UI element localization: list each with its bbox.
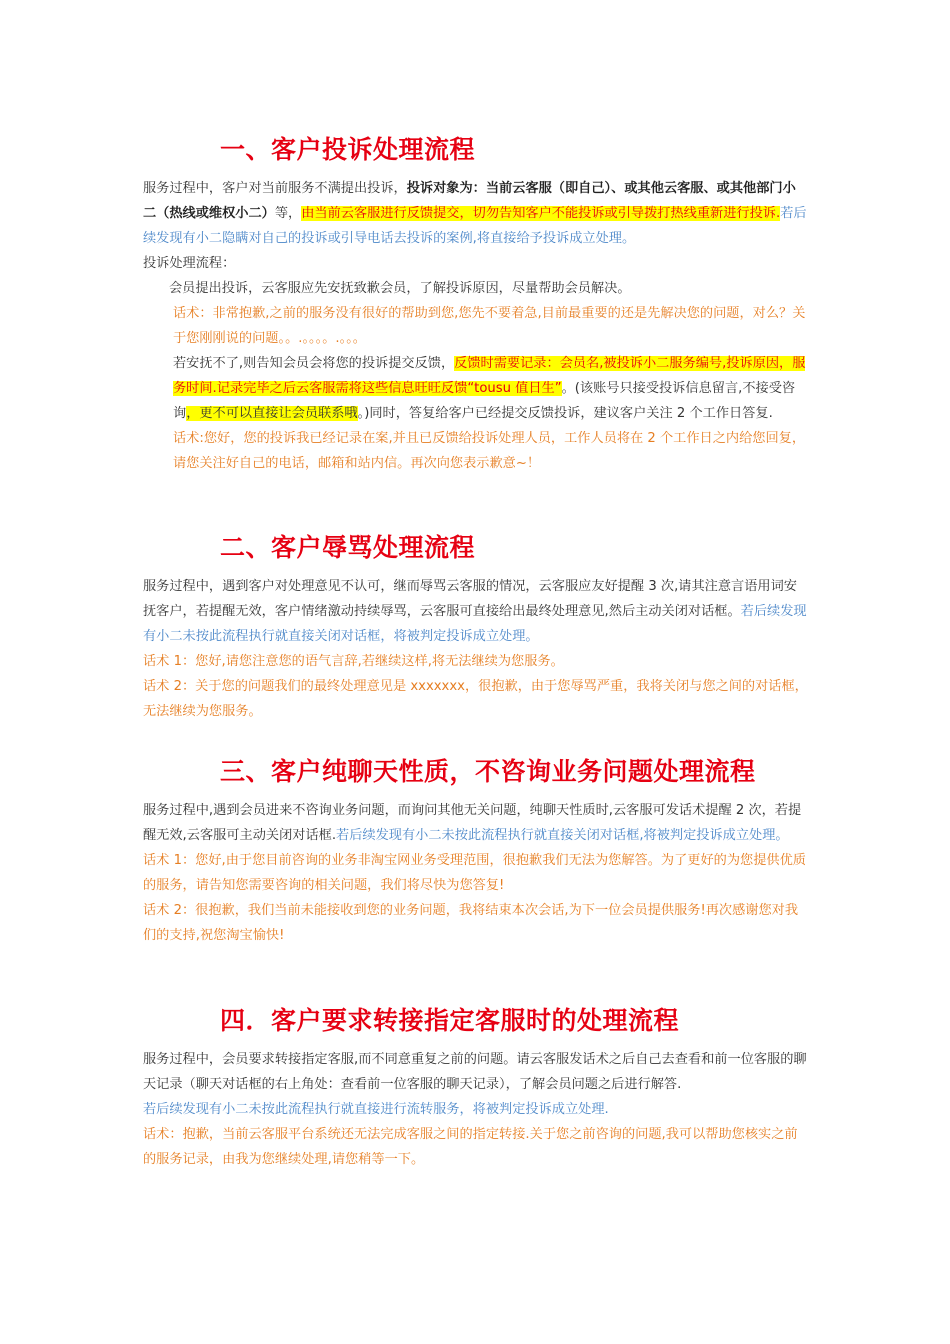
paragraph: 会员提出投诉，云客服应先安抚致歉会员，了解投诉原因，尽量帮助会员解决。 (169, 281, 631, 296)
script-text: 话术：非常抱歉,之前的服务没有很好的帮助到您,您先不要着急,目前最重要的还是先解决您的问题，对么？关于您刚刚说的问题。。.。。。。.。。。 (173, 306, 806, 346)
section-abuse (143, 532, 808, 724)
paragraph: 若后续发现有小二未按此流程执行就直接进行流转服务，将被判定投诉成立处理. (143, 1102, 609, 1117)
section-title: 四．客户要求转接指定客服时的处理流程 (220, 1006, 680, 1035)
paragraph: 服务过程中,遇到会员进来不咨询业务问题，而询问其他无关问题，纯聊天性质时,云客服可发话术提醒 2 次，若提醒无效,云客服可主动关闭对话框.若后续发现有小二未按此流程执行就直接关闭对话框,将被判定投诉成立处理。 (143, 803, 802, 843)
section-title: 二、客户辱骂处理流程 (220, 533, 476, 562)
paragraph: 投诉处理流程： (143, 256, 236, 271)
script-text: 话术 1：您好,由于您目前咨询的业务非淘宝网业务受理范围，很抱歉我们无法为您解答。为了更好的为您提供优质的服务，请告知您需要咨询的相关问题，我们将尽快为您答复! (143, 853, 806, 893)
script-text: 话术：抱歉，当前云客服平台系统还无法完成客服之间的指定转接.关于您之前咨询的问题,我可以帮助您核实之前的服务记录，由我为您继续处理,请您稍等一下。 (143, 1127, 798, 1167)
section-title: 三、客户纯聊天性质，不咨询业务问题处理流程 (220, 757, 756, 786)
highlighted-text: 反馈时需要记录：会员名,被投诉小二服务编号,投诉原因，服务时间.记录完毕之后云客服需将这些信息旺旺反馈“tousu 值日生” (173, 356, 806, 396)
script-text: 话术:您好，您的投诉我已经记录在案,并且已反馈给投诉处理人员，工作人员将在 2 个工作日之内给您回复，请您关注好自己的电话，邮箱和站内信。再次向您表示歉意~！ (173, 431, 806, 471)
script-text: 话术 2：很抱歉，我们当前未能接收到您的业务问题，我将结束本次会话,为下一位会员提供服务!再次感谢您对我们的支持,祝您淘宝愉快! (143, 903, 799, 943)
script-text: 话术 2：关于您的问题我们的最终处理意见是 xxxxxxx，很抱歉，由于您辱骂严重，我将关闭与您之间的对话框，无法继续为您服务。 (143, 679, 808, 719)
paragraph: 若安抚不了,则告知会员会将您的投诉提交反馈，反馈时需要记录：会员名,被投诉小二服务编号,投诉原因，服务时间.记录完毕之后云客服需将这些信息旺旺反馈“tousu 值日生”。(该账号只接受投诉信息留言,不接受咨询，更不可以直接让会员联系哦。)同时，答复给客户已经提交反馈投诉，建议客户关注 2 个工作日答复. (173, 356, 806, 421)
section-title: 一、客户投诉处理流程 (220, 135, 476, 164)
paragraph: 服务过程中，遇到客户对处理意见不认可，继而辱骂云客服的情况，云客服应友好提醒 3 次,请其注意言语用词安抚客户，若提醒无效，客户情绪激动持续辱骂，云客服可直接给出最终处理意见,然后主动关闭对话框。若后续发现有小二未按此流程执行就直接关闭对话框，将被判定投诉成立处理。 (143, 579, 807, 644)
highlighted-text: 由当前云客服进行反馈提交，切勿告知客户不能投诉或引导拨打热线重新进行投诉. (301, 206, 781, 221)
paragraph: 服务过程中，会员要求转接指定客服,而不同意重复之前的问题。请云客服发话术之后自己去查看和前一位客服的聊天记录（聊天对话框的右上角处：查看前一位客服的聊天记录），了解会员问题之后进行解答. (143, 1052, 807, 1092)
section-complaint (143, 134, 808, 476)
script-text: 话术 1：您好,请您注意您的语气言辞,若继续这样,将无法继续为您服务。 (143, 654, 564, 669)
highlighted-text: ，更不可以直接让会员联系哦 (186, 406, 358, 421)
paragraph: 服务过程中，客户对当前服务不满提出投诉，投诉对象为：当前云客服（即自己）、或其他云客服、或其他部门小二（热线或维权小二）等，由当前云客服进行反馈提交，切勿告知客户不能投诉或引导拨打热线重新进行投诉.若后续发现有小二隐瞒对自己的投诉或引导电话去投诉的案例,将直接给予投诉成立处理。 (143, 181, 807, 246)
section-chitchat (143, 756, 808, 948)
section-transfer (143, 1005, 808, 1172)
